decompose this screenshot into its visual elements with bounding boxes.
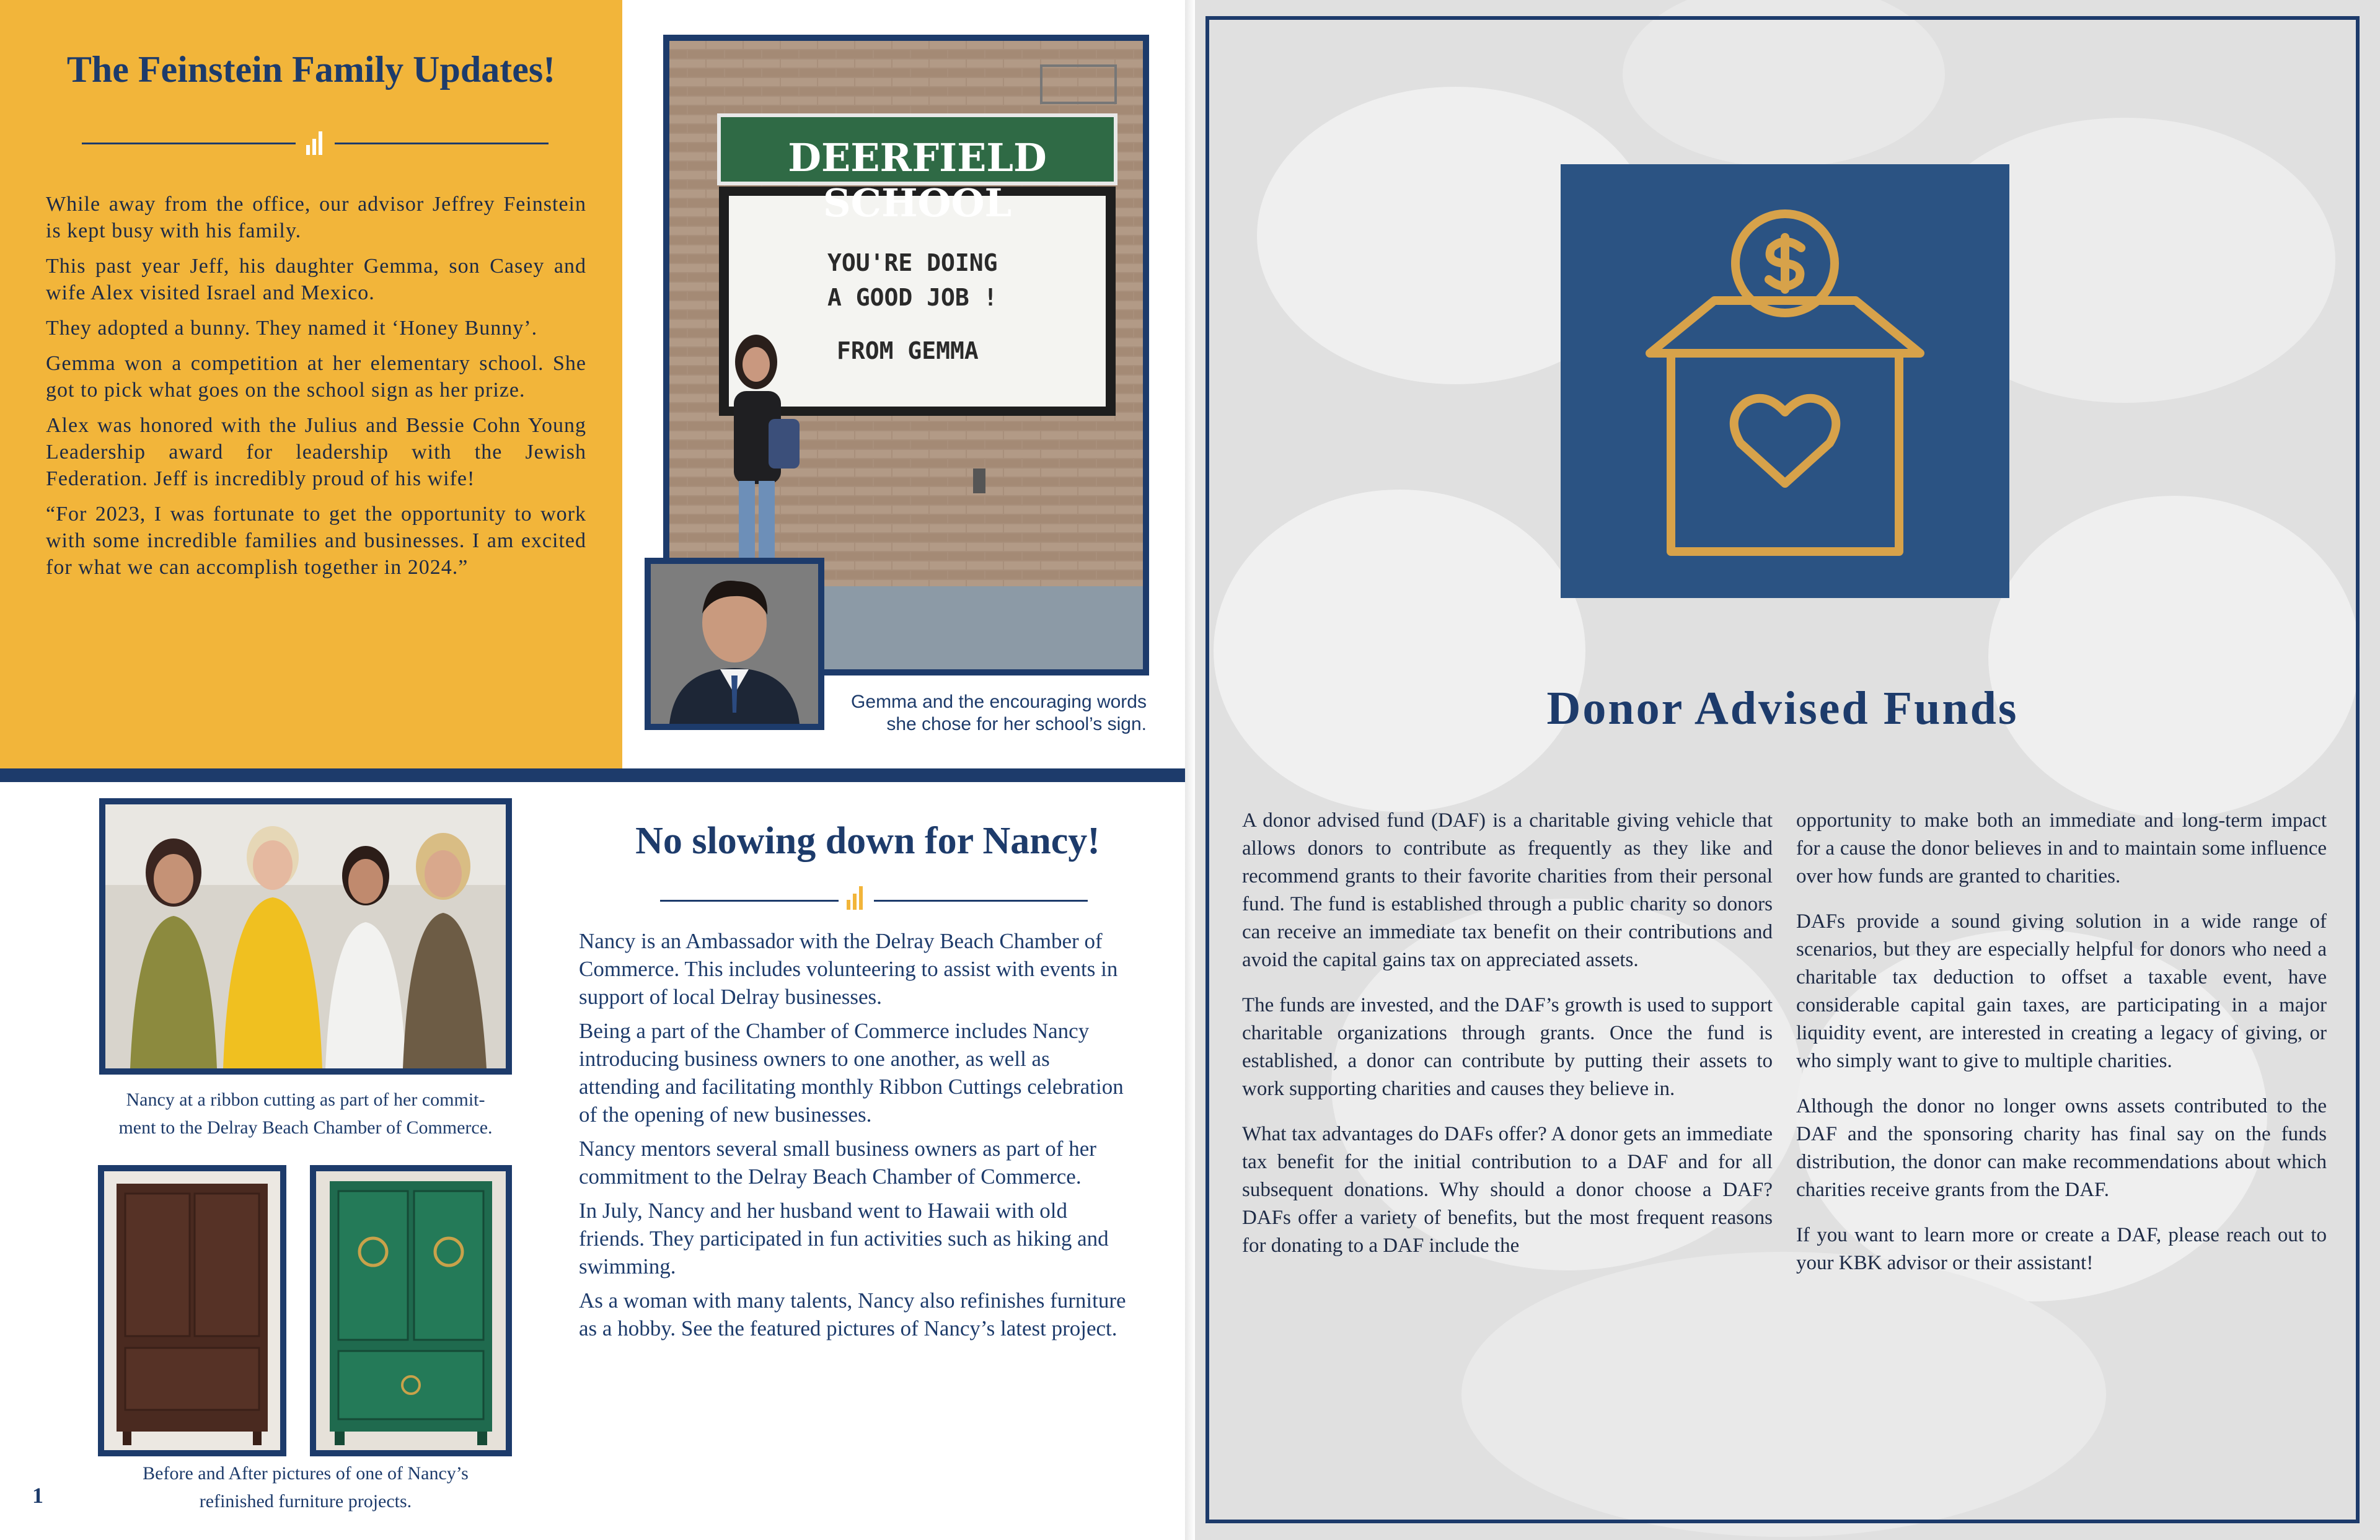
divider-line-left (660, 900, 839, 902)
caption-line: ment to the Delray Beach Chamber of Commerce. (118, 1117, 493, 1138)
nancy-paragraph: Nancy mentors several small business owners as part of her commitment to the Delray Beach Chamber of Commerce. (579, 1137, 1096, 1189)
feinstein-title: The Feinstein Family Updates! (66, 49, 556, 90)
nancy-paragraph: As a woman with many talents, Nancy also refinishes furniture as a hobby. See the featured pictures of Nancy’s latest project. (579, 1288, 1126, 1340)
nancy-title: No slowing down for Nancy! (635, 820, 1100, 862)
daf-paragraph: DAFs provide a sound giving solution in a wide range of scenarios, but they are especially helpful for donors who need a charitable tax deduction to offset a taxable event, have considerable capital gain taxes, are participating in a major liquidity event, are interested in creating a legacy of giving, or who simply want to give to multiple charities. (1796, 910, 2327, 1072)
daf-paragraph: The funds are invested, and the DAF’s growth is used to support charitable organizations through grants. Once the fund is established, a donor can contribute by putting their assets to work supporting charities and causes they believe in. (1242, 994, 1773, 1100)
page-gutter (1185, 0, 1195, 1540)
sign-line: FROM GEMMA (837, 337, 979, 364)
feinstein-body (46, 191, 586, 589)
donation-box-heart-icon (1561, 164, 2009, 598)
feinstein-paragraph: This past year Jeff, his daughter Gemma, son Casey and wife Alex visited Israel and Mexico. (46, 255, 586, 304)
furniture-after-illustration (316, 1171, 506, 1450)
nancy-body (579, 927, 1128, 1349)
divider-line-right (335, 143, 549, 144)
nancy-paragraph: Being a part of the Chamber of Commerce includes Nancy introducing business owners to one another, as well as attending and facilitating monthly Ribbon Cuttings celebration of the opening of new businesses. (579, 1019, 1124, 1127)
section-divider-band (0, 768, 1190, 782)
divider-line-right (874, 900, 1088, 902)
caption-line: she chose for her school’s sign. (886, 714, 1147, 734)
divider-line-left (82, 143, 296, 144)
feinstein-paragraph: They adopted a bunny. They named it ‘Honey Bunny’. (46, 317, 538, 340)
caption-line: Before and After pictures of one of Nancy’s (143, 1463, 469, 1484)
daf-paragraph: opportunity to make both an immediate and long-term impact for a cause the donor believes in and to maintain some influence over how funds are granted to charities. (1796, 809, 2327, 887)
bar-chart-icon (304, 128, 326, 157)
school-photo-caption (793, 691, 1147, 736)
ribbon-cutting-illustration (105, 804, 506, 1068)
caption-line: refinished furniture projects. (199, 1491, 412, 1511)
furniture-caption (93, 1459, 518, 1515)
donation-icon-panel (1561, 164, 2009, 598)
daf-paragraph: A donor advised fund (DAF) is a charitable giving vehicle that allows donors to contribute as frequently as they like and recommend grants to their favorite charities from their personal fund. The fund is established through a public charity so donors can receive an immediate tax benefit on their contributions and avoid the capital gains tax on appreciated assets. (1242, 809, 1773, 971)
bar-chart-icon (844, 882, 866, 912)
caption-line: Nancy at a ribbon cutting as part of her commit- (126, 1089, 485, 1110)
sign-line: A GOOD JOB ! (827, 284, 998, 311)
daf-paragraph: Although the donor no longer owns assets contributed to the DAF and the sponsoring charity has final say on the funds distribution, the donor can make recommendations about which charities receive grants from the DAF. (1796, 1095, 2327, 1201)
feinstein-paragraph: Alex was honored with the Julius and Bessie Cohn Young Leadership award for leadership with the Jewish Federation. Jeff is incredibly proud of his wife! (46, 414, 586, 490)
nancy-paragraph: In July, Nancy and her husband went to Hawaii with old friends. They participated in fun activities such as hiking and swimming. (579, 1199, 1109, 1278)
caption-line: Gemma and the encouraging words (851, 692, 1147, 712)
child-figure (707, 332, 806, 592)
furniture-before-illustration (104, 1171, 280, 1450)
feinstein-paragraph: Gemma won a competition at her elementary school. She got to pick what goes on the school sign as her prize. (46, 352, 586, 402)
furniture-after-photo (310, 1165, 512, 1456)
nancy-paragraph: Nancy is an Ambassador with the Delray Beach Chamber of Commerce. This includes volunteering to assist with events in support of local Delray businesses. (579, 929, 1118, 1009)
page-number: 1 (32, 1483, 43, 1508)
daf-paragraph: What tax advantages do DAFs offer? A donor gets an immediate tax benefit for the initial contribution to a DAF and for all subsequent donations. Why should a donor choose a DAF? DAFs offer a variety of benefits, but the most frequent reasons for donating to a DAF include the (1242, 1123, 1773, 1257)
daf-column-left (1242, 807, 1773, 1277)
daf-title: Donor Advised Funds (1546, 682, 2019, 734)
ribbon-cutting-caption (87, 1086, 524, 1142)
furniture-before-photo (98, 1165, 286, 1456)
feinstein-paragraph: “For 2023, I was fortunate to get the opportunity to work with some incredible families and businesses. I am excited for what we can accomplish together in 2024.” (46, 503, 586, 579)
ribbon-cutting-photo (99, 798, 512, 1075)
feinstein-paragraph: While away from the office, our advisor Jeffrey Feinstein is kept busy with his family. (46, 193, 586, 242)
sign-line: YOU'RE DOING (827, 249, 998, 276)
daf-paragraph: If you want to learn more or create a DAF, please reach out to your KBK advisor or their assistant! (1796, 1224, 2327, 1274)
daf-column-right (1796, 807, 2327, 1295)
school-sign-name: DEERFIELD SCHOOL (788, 135, 1047, 226)
